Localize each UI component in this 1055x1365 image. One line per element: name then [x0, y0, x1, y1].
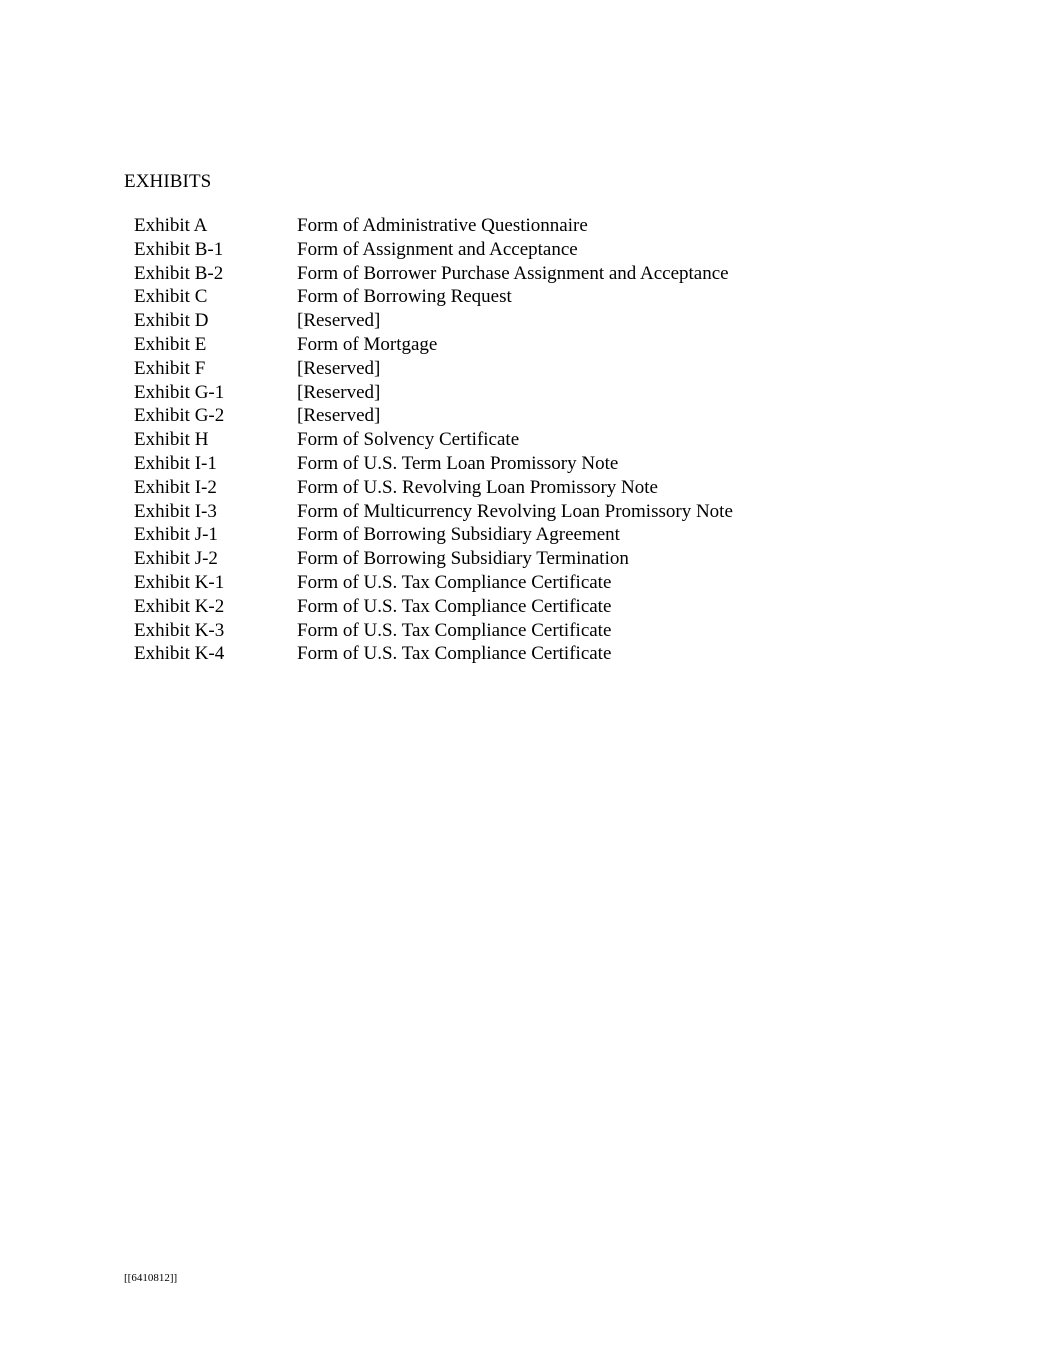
document-id-footer: [[6410812]] — [124, 1272, 178, 1284]
exhibit-description: [Reserved] — [297, 405, 381, 427]
exhibit-label: Exhibit A — [134, 215, 208, 236]
exhibit-row — [134, 452, 733, 476]
exhibit-list — [134, 214, 733, 666]
exhibit-label: Exhibit G-2 — [134, 405, 225, 427]
exhibit-label: Exhibit K-3 — [134, 619, 225, 641]
exhibit-description: Form of Borrower Purchase Assignment and Acceptance — [297, 262, 729, 284]
exhibit-label: Exhibit K-1 — [134, 571, 225, 593]
exhibit-row — [134, 500, 733, 524]
exhibit-description: Form of Mortgage — [297, 333, 438, 355]
exhibit-label: Exhibit C — [134, 286, 208, 308]
exhibit-label: Exhibit G-1 — [134, 381, 225, 403]
exhibit-row — [134, 333, 733, 357]
exhibit-row — [134, 619, 733, 643]
exhibit-row — [134, 595, 733, 619]
exhibit-label: Exhibit E — [134, 333, 207, 355]
exhibit-row — [134, 428, 733, 452]
exhibit-description: Form of U.S. Tax Compliance Certificate — [297, 571, 612, 593]
exhibit-description: Form of U.S. Tax Compliance Certificate — [297, 619, 612, 641]
exhibit-label: Exhibit I-3 — [134, 500, 217, 522]
exhibit-description: Form of U.S. Term Loan Promissory Note — [297, 452, 619, 474]
page-title: EXHIBITS — [124, 171, 212, 192]
exhibit-row — [134, 547, 733, 571]
exhibit-label: Exhibit B-2 — [134, 262, 224, 284]
exhibit-row — [134, 238, 733, 262]
exhibit-description: Form of Administrative Questionnaire — [297, 215, 588, 236]
exhibit-row — [134, 642, 733, 666]
exhibit-row — [134, 357, 733, 381]
exhibit-row — [134, 404, 733, 428]
exhibit-description: Form of Assignment and Acceptance — [297, 238, 578, 260]
exhibit-row — [134, 309, 733, 333]
exhibit-label: Exhibit K-2 — [134, 595, 225, 617]
exhibit-label: Exhibit J-1 — [134, 524, 218, 546]
exhibit-row — [134, 523, 733, 547]
exhibit-description: Form of Solvency Certificate — [297, 429, 520, 451]
exhibit-description: [Reserved] — [297, 310, 381, 332]
exhibit-description: [Reserved] — [297, 357, 381, 379]
exhibit-description: Form of U.S. Tax Compliance Certificate — [297, 643, 612, 665]
exhibit-description: Form of Borrowing Subsidiary Agreement — [297, 524, 620, 546]
exhibit-row — [134, 214, 733, 238]
exhibit-row — [134, 476, 733, 500]
exhibit-label: Exhibit D — [134, 310, 209, 332]
exhibit-description: [Reserved] — [297, 381, 381, 403]
exhibit-row — [134, 262, 733, 286]
exhibit-row — [134, 381, 733, 405]
exhibit-description: Form of Borrowing Subsidiary Termination — [297, 548, 629, 570]
exhibit-label: Exhibit J-2 — [134, 548, 218, 570]
exhibit-label: Exhibit H — [134, 429, 209, 451]
exhibit-description: Form of U.S. Revolving Loan Promissory Note — [297, 476, 658, 498]
exhibit-row — [134, 571, 733, 595]
exhibit-description: Form of Multicurrency Revolving Loan Promissory Note — [297, 500, 733, 522]
exhibit-label: Exhibit B-1 — [134, 238, 224, 260]
exhibit-label: Exhibit I-2 — [134, 476, 217, 498]
exhibit-row — [134, 285, 733, 309]
exhibit-label: Exhibit F — [134, 357, 206, 379]
exhibit-description: Form of Borrowing Request — [297, 286, 512, 308]
exhibit-label: Exhibit I-1 — [134, 452, 217, 474]
exhibit-label: Exhibit K-4 — [134, 643, 225, 665]
exhibit-description: Form of U.S. Tax Compliance Certificate — [297, 595, 612, 617]
